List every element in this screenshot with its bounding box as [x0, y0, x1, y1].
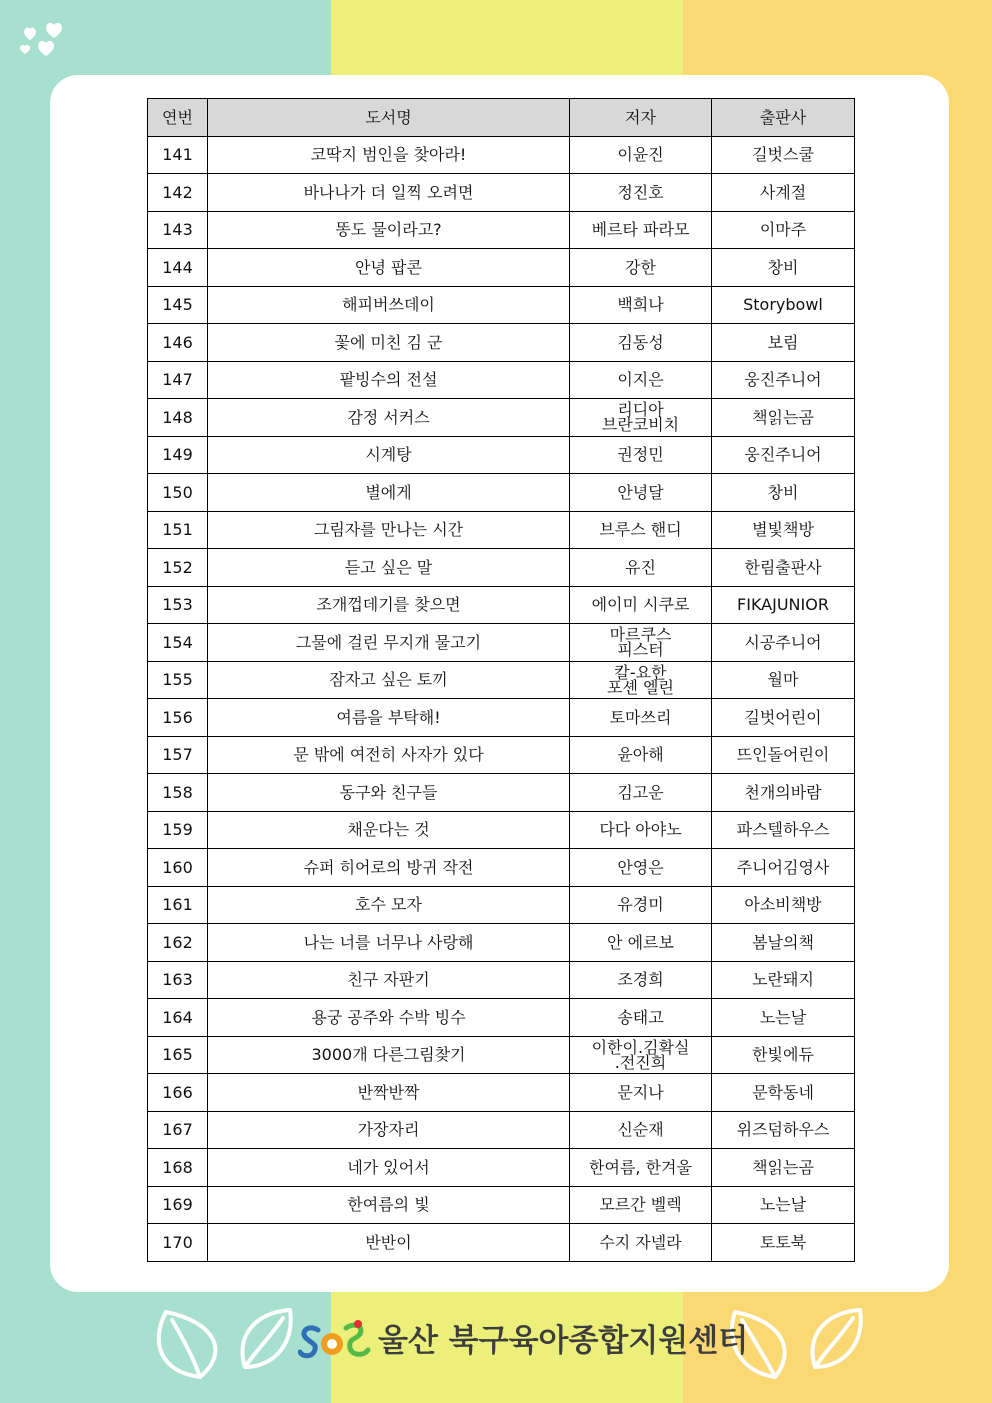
cell-no: 169: [148, 1186, 208, 1224]
cell-publisher: 책읽는곰: [712, 399, 855, 437]
cell-title: 반짝반짝: [208, 1074, 570, 1112]
cell-author: 마르쿠스 피스터: [570, 624, 712, 662]
cell-author: 강한: [570, 249, 712, 287]
cell-author: 리디아 브란코비치: [570, 399, 712, 437]
cell-author: 이윤진: [570, 136, 712, 174]
cell-publisher: 문학동네: [712, 1074, 855, 1112]
cell-title: 한여름의 빛: [208, 1186, 570, 1224]
cell-no: 152: [148, 549, 208, 587]
table-header-row: [148, 99, 855, 137]
cell-title: 친구 자판기: [208, 961, 570, 999]
cell-publisher: 월마: [712, 661, 855, 699]
table-row: [148, 511, 855, 549]
table-row: [148, 774, 855, 812]
cell-publisher: 이마주: [712, 211, 855, 249]
table-row: [148, 324, 855, 362]
table-row: [148, 1074, 855, 1112]
cell-title: 코딱지 범인을 찾아라!: [208, 136, 570, 174]
cell-title: 나는 너를 너무나 사랑해: [208, 924, 570, 962]
cell-no: 166: [148, 1074, 208, 1112]
cell-publisher: 책읽는곰: [712, 1149, 855, 1187]
cell-title: 슈퍼 히어로의 방귀 작전: [208, 849, 570, 887]
cell-publisher: 주니어김영사: [712, 849, 855, 887]
cell-no: 145: [148, 286, 208, 324]
cell-no: 144: [148, 249, 208, 287]
cell-title: 꽃에 미친 김 군: [208, 324, 570, 362]
cell-publisher: 위즈덤하우스: [712, 1111, 855, 1149]
cell-title: 잠자고 싶은 토끼: [208, 661, 570, 699]
table-row: [148, 624, 855, 662]
leaf-icon: [812, 1310, 860, 1367]
table-row: [148, 961, 855, 999]
cell-title: 그림자를 만나는 시간: [208, 511, 570, 549]
cell-no: 153: [148, 586, 208, 624]
cell-title: 네가 있어서: [208, 1149, 570, 1187]
cell-publisher: 파스텔하우스: [712, 811, 855, 849]
cell-title: 별에게: [208, 474, 570, 512]
cell-author: 정진호: [570, 174, 712, 212]
table-row: [148, 661, 855, 699]
cell-no: 161: [148, 886, 208, 924]
cell-author: 안 에르보: [570, 924, 712, 962]
table-row: [148, 436, 855, 474]
cell-publisher: 한빛에듀: [712, 1036, 855, 1074]
cell-no: 147: [148, 361, 208, 399]
cell-author: 칼-요한 포셴 엘린: [570, 661, 712, 699]
cell-no: 162: [148, 924, 208, 962]
cell-title: 동구와 친구들: [208, 774, 570, 812]
table-row: [148, 249, 855, 287]
book-list-table: [147, 98, 855, 1262]
cell-publisher: 창비: [712, 249, 855, 287]
cell-publisher: 시공주니어: [712, 624, 855, 662]
cell-author: 에이미 시쿠로: [570, 586, 712, 624]
cell-publisher: 웅진주니어: [712, 436, 855, 474]
leaf-icon: [242, 1310, 290, 1367]
cell-author: 송태고: [570, 999, 712, 1037]
cell-no: 157: [148, 736, 208, 774]
cell-title: 반반이: [208, 1224, 570, 1262]
cell-publisher: Storybowl: [712, 286, 855, 324]
table-row: [148, 211, 855, 249]
header-title: 도서명: [208, 99, 570, 137]
cell-no: 149: [148, 436, 208, 474]
cell-author: 수지 자넬라: [570, 1224, 712, 1262]
table-row: [148, 999, 855, 1037]
cell-publisher: 웅진주니어: [712, 361, 855, 399]
header-publisher: 출판사: [712, 99, 855, 137]
table-row: [148, 924, 855, 962]
cell-author: 백희나: [570, 286, 712, 324]
cell-title: 호수 모자: [208, 886, 570, 924]
cell-publisher: 아소비책방: [712, 886, 855, 924]
table-row: [148, 361, 855, 399]
cell-author: 유경미: [570, 886, 712, 924]
cell-author: 한여름, 한겨울: [570, 1149, 712, 1187]
cell-publisher: 노는날: [712, 1186, 855, 1224]
cell-publisher: 보림: [712, 324, 855, 362]
cell-no: 142: [148, 174, 208, 212]
cell-publisher: 봄날의책: [712, 924, 855, 962]
cell-author: 조경희: [570, 961, 712, 999]
cell-author: 이지은: [570, 361, 712, 399]
cell-author: 모르간 벨렉: [570, 1186, 712, 1224]
cell-no: 154: [148, 624, 208, 662]
cell-author: 김동성: [570, 324, 712, 362]
cell-publisher: 토토북: [712, 1224, 855, 1262]
cell-author: 토마쓰리: [570, 699, 712, 737]
cell-author: 이한이.김확실 .전진희: [570, 1036, 712, 1074]
cell-no: 164: [148, 999, 208, 1037]
table-row: [148, 586, 855, 624]
cell-title: 시계탕: [208, 436, 570, 474]
cell-author: 안영은: [570, 849, 712, 887]
cell-no: 168: [148, 1149, 208, 1187]
cell-author: 브루스 핸디: [570, 511, 712, 549]
center-name: 울산 북구육아종합지원센터: [378, 1323, 749, 1359]
cell-no: 148: [148, 399, 208, 437]
cell-no: 146: [148, 324, 208, 362]
table-row: [148, 699, 855, 737]
cell-author: 신순재: [570, 1111, 712, 1149]
header-no: 연번: [148, 99, 208, 137]
cell-author: 유진: [570, 549, 712, 587]
cell-title: 3000개 다른그림찾기: [208, 1036, 570, 1074]
table-row: [148, 1149, 855, 1187]
header-author: 저자: [570, 99, 712, 137]
cell-title: 가장자리: [208, 1111, 570, 1149]
cell-publisher: 노는날: [712, 999, 855, 1037]
cell-title: 여름을 부탁해!: [208, 699, 570, 737]
cell-no: 167: [148, 1111, 208, 1149]
cell-title: 채운다는 것: [208, 811, 570, 849]
cell-publisher: 뜨인돌어린이: [712, 736, 855, 774]
cell-no: 159: [148, 811, 208, 849]
table-row: [148, 849, 855, 887]
cell-title: 감정 서커스: [208, 399, 570, 437]
table-row: [148, 811, 855, 849]
cell-author: 김고운: [570, 774, 712, 812]
cell-author: 윤아해: [570, 736, 712, 774]
cell-title: 문 밖에 여전히 사자가 있다: [208, 736, 570, 774]
table-row: [148, 1224, 855, 1262]
cell-publisher: 별빛책방: [712, 511, 855, 549]
table-row: [148, 886, 855, 924]
hearts-icon: [18, 22, 78, 72]
cell-author: 다다 아야노: [570, 811, 712, 849]
table-row: [148, 1111, 855, 1149]
cell-author: 베르타 파라모: [570, 211, 712, 249]
table-row: [148, 549, 855, 587]
table-row: [148, 286, 855, 324]
cell-publisher: 사계절: [712, 174, 855, 212]
cell-title: 듣고 싶은 말: [208, 549, 570, 587]
cell-no: 150: [148, 474, 208, 512]
cell-publisher: 길벗스쿨: [712, 136, 855, 174]
cell-title: 바나나가 더 일찍 오려면: [208, 174, 570, 212]
cell-no: 158: [148, 774, 208, 812]
cell-no: 156: [148, 699, 208, 737]
cell-title: 똥도 물이라고?: [208, 211, 570, 249]
table-row: [148, 136, 855, 174]
cell-publisher: 노란돼지: [712, 961, 855, 999]
table-row: [148, 174, 855, 212]
cell-no: 163: [148, 961, 208, 999]
table-row: [148, 1186, 855, 1224]
cell-no: 165: [148, 1036, 208, 1074]
cell-publisher: FIKAJUNIOR: [712, 586, 855, 624]
table-row: [148, 1036, 855, 1074]
cell-no: 151: [148, 511, 208, 549]
table-row: [148, 399, 855, 437]
cell-publisher: 한림출판사: [712, 549, 855, 587]
cell-no: 155: [148, 661, 208, 699]
cell-title: 팥빙수의 전설: [208, 361, 570, 399]
table-row: [148, 474, 855, 512]
cell-title: 안녕 팝콘: [208, 249, 570, 287]
center-logo: [298, 1318, 372, 1364]
leaf-icon: [159, 1312, 216, 1377]
cell-author: 안녕달: [570, 474, 712, 512]
cell-publisher: 창비: [712, 474, 855, 512]
cell-publisher: 천개의바람: [712, 774, 855, 812]
cell-author: 문지나: [570, 1074, 712, 1112]
cell-no: 160: [148, 849, 208, 887]
cell-title: 그물에 걸린 무지개 물고기: [208, 624, 570, 662]
cell-no: 170: [148, 1224, 208, 1262]
cell-publisher: 길벗어린이: [712, 699, 855, 737]
cell-title: 해피버쓰데이: [208, 286, 570, 324]
cell-title: 조개껍데기를 찾으면: [208, 586, 570, 624]
cell-no: 141: [148, 136, 208, 174]
cell-author: 권정민: [570, 436, 712, 474]
cell-no: 143: [148, 211, 208, 249]
table-row: [148, 736, 855, 774]
cell-title: 용궁 공주와 수박 빙수: [208, 999, 570, 1037]
